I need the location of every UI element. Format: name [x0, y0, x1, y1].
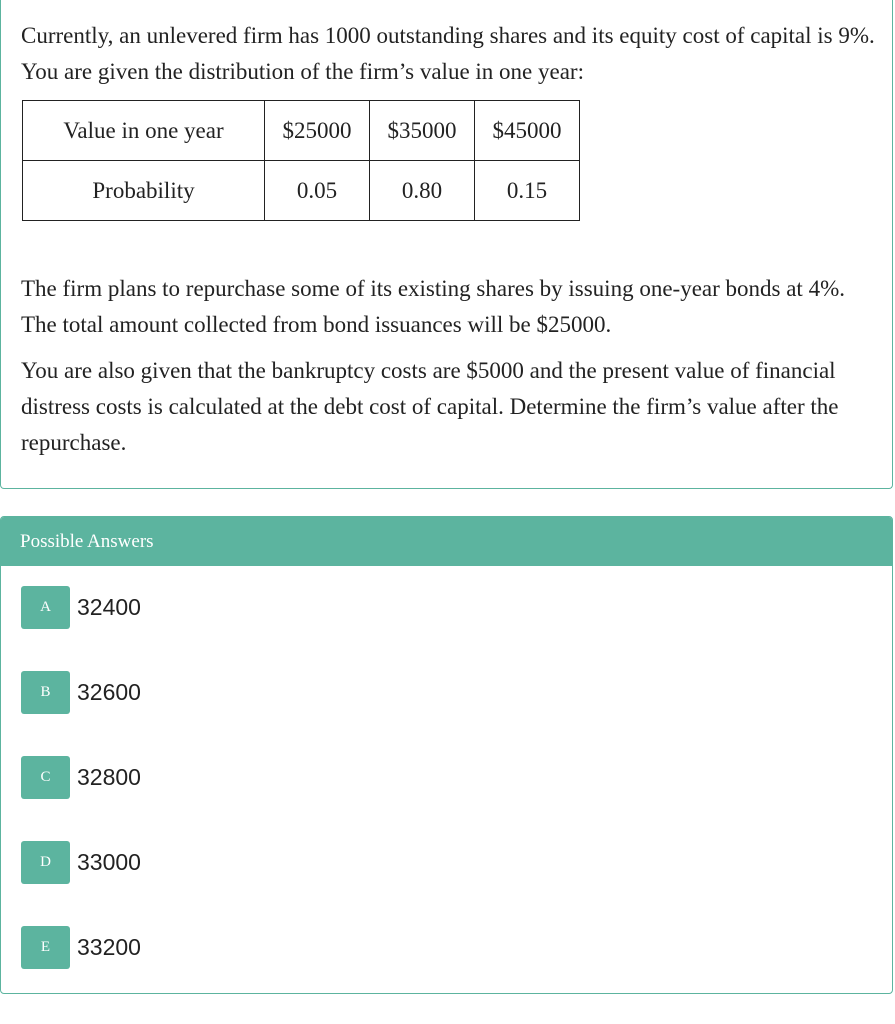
question-paragraph-bankruptcy: You are also given that the bankruptcy costs are $5000 and the present value of financial distress costs is calculated at the debt cost of capital. Determine the firm’s value after the repurchase.: [21, 358, 839, 455]
question-intro: Currently, an unlevered firm has 1000 outstanding shares and its equity cost of capital is 9%. You are given the distribution of the firm’s value in one year:: [21, 23, 875, 84]
answer-option-a[interactable]: [21, 586, 141, 629]
table-cell: 0.05: [265, 161, 370, 221]
table-cell: $45000: [475, 101, 580, 161]
answer-letter-badge[interactable]: A: [21, 586, 70, 629]
table-cell: $25000: [265, 101, 370, 161]
row-label-probability: Probability: [23, 161, 265, 221]
answer-letter-badge[interactable]: C: [21, 756, 70, 799]
question-card: [0, 0, 893, 489]
table-row: [23, 101, 580, 161]
answer-letter-badge[interactable]: B: [21, 671, 70, 714]
table-cell: 0.15: [475, 161, 580, 221]
possible-answers-panel: [0, 516, 893, 994]
row-label-value: Value in one year: [23, 101, 265, 161]
table-row: [23, 161, 580, 221]
answer-text[interactable]: 32400: [77, 594, 141, 620]
answer-letter-badge[interactable]: D: [21, 841, 70, 884]
answer-text[interactable]: 33200: [77, 934, 141, 960]
answer-text[interactable]: 32800: [77, 764, 141, 790]
table-cell: 0.80: [370, 161, 475, 221]
possible-answers-header: Possible Answers: [1, 517, 892, 566]
answer-option-d[interactable]: [21, 841, 141, 884]
answer-text[interactable]: 32600: [77, 679, 141, 705]
question-paragraph-repurchase: The firm plans to repurchase some of its existing shares by issuing one-year bonds at 4%. The total amount collected from bond issuances will be $25000.: [21, 276, 845, 337]
value-distribution-table: [22, 100, 580, 221]
answer-text[interactable]: 33000: [77, 849, 141, 875]
answer-letter-badge[interactable]: E: [21, 926, 70, 969]
answer-option-b[interactable]: [21, 671, 141, 714]
table-cell: $35000: [370, 101, 475, 161]
answer-option-e[interactable]: [21, 926, 141, 969]
answer-option-c[interactable]: [21, 756, 141, 799]
